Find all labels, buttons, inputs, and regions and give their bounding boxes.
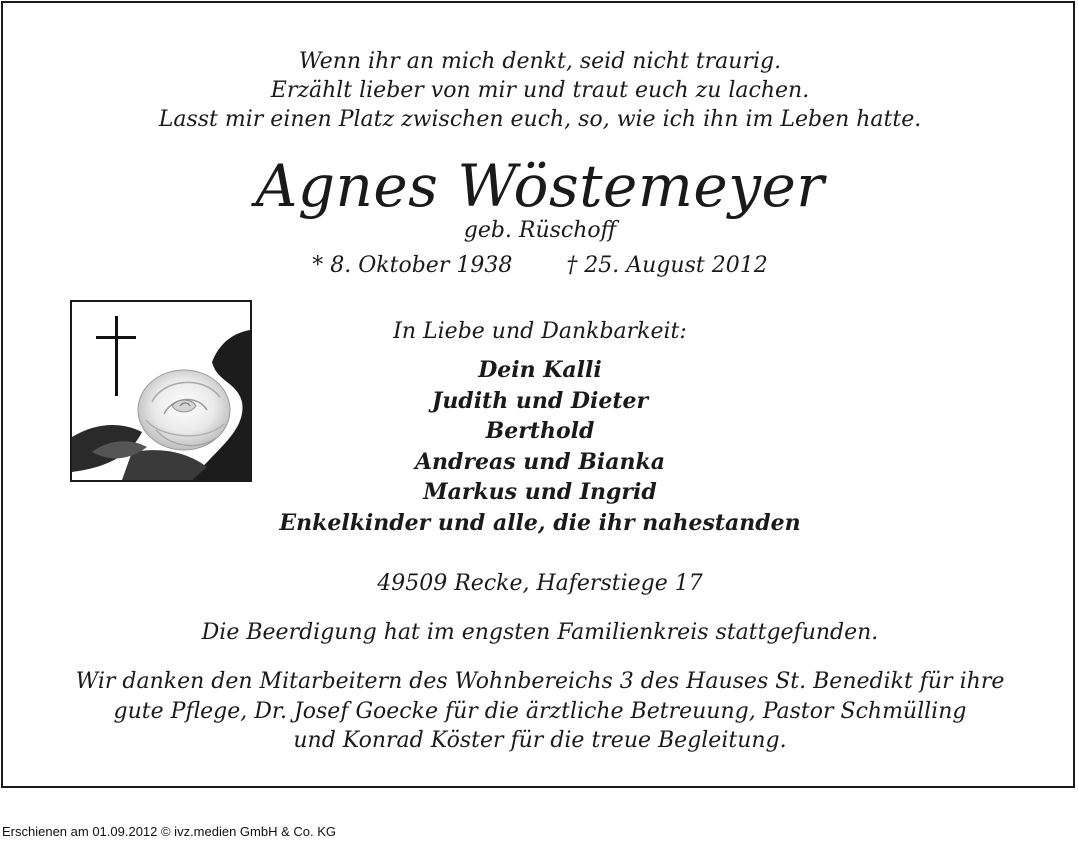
birth-name: geb. Rüschoff bbox=[463, 218, 617, 243]
mourner-entry: Andreas und Bianka bbox=[414, 448, 666, 475]
deceased-name: Agnes Wöstemeyer bbox=[255, 152, 825, 220]
mourners-list bbox=[3, 355, 1077, 538]
poem bbox=[3, 47, 1077, 134]
mourner-entry: Judith und Dieter bbox=[431, 387, 649, 414]
obituary-frame bbox=[1, 1, 1075, 788]
mourner-entry: Berthold bbox=[485, 418, 595, 444]
life-dates bbox=[3, 251, 1077, 281]
mourner-entry: Enkelkinder und alle, die ihr nahestanden bbox=[279, 509, 801, 536]
mourner-entry: Markus und Ingrid bbox=[423, 479, 657, 505]
address: 49509 Recke, Haferstiege 17 bbox=[377, 571, 703, 596]
poem-line: Erzählt lieber von mir und traut euch zu lachen. bbox=[270, 78, 810, 103]
thanks-line: und Konrad Köster für die treue Begleitung. bbox=[293, 728, 787, 753]
funeral-note: Die Beerdigung hat im engsten Familienkreis stattgefunden. bbox=[201, 620, 879, 645]
thanks-text bbox=[3, 667, 1077, 756]
thanks-line: gute Pflege, Dr. Josef Goecke für die ärztliche Betreuung, Pastor Schmülling bbox=[113, 698, 967, 724]
publication-footer: Erschienen am 01.09.2012 © ivz.medien GmbH & Co. KG bbox=[2, 824, 337, 839]
mourner-entry: Dein Kalli bbox=[478, 357, 602, 383]
birth-date: * 8. Oktober 1938 bbox=[312, 253, 513, 278]
mourners-intro: In Liebe und Dankbarkeit: bbox=[393, 319, 687, 344]
poem-line: Lasst mir einen Platz zwischen euch, so, wie ich ihn im Leben hatte. bbox=[158, 107, 922, 132]
poem-line: Wenn ihr an mich denkt, seid nicht traurig. bbox=[298, 49, 782, 74]
thanks-line: Wir danken den Mitarbeitern des Wohnbereichs 3 des Hauses St. Benedikt für ihre bbox=[75, 669, 1005, 694]
death-date: † 25. August 2012 bbox=[566, 253, 768, 278]
